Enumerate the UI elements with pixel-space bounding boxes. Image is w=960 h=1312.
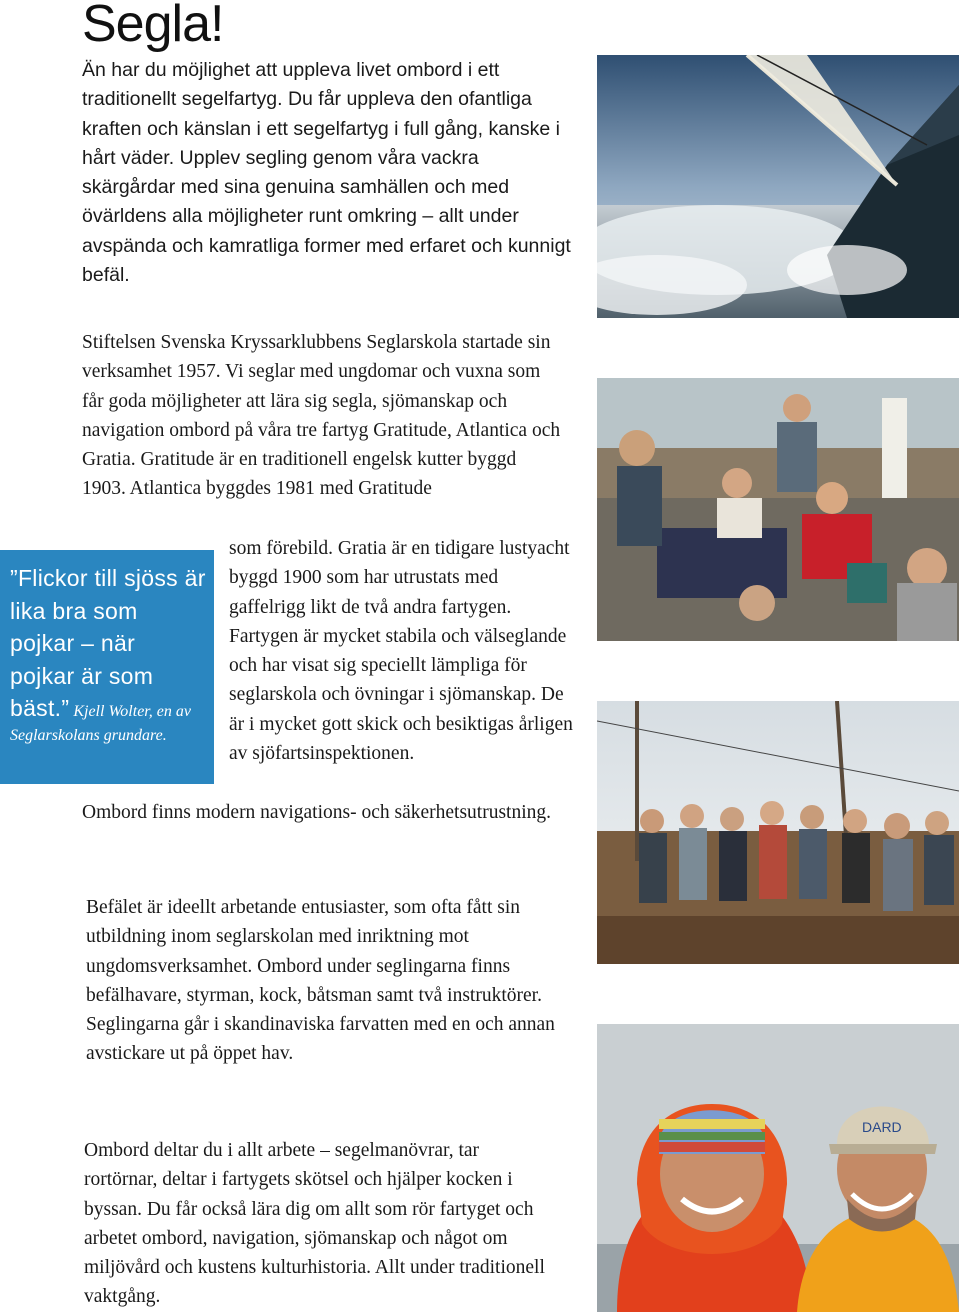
photo-smiling-sailors: [597, 1024, 959, 1312]
body-paragraph-history-continued: som förebild. Gratia är en tidigare lustyacht byggd 1900 som har utrustats med gaffelrigg likt de två andra fartygen. Fartygen är mycket stabila och välseglande och har visat sig speciellt lämpliga för seglarskola och övningar i sjömanskap. De är i mycket gott skick och besiktigas årligen av sjöfartsinspektionen.: [229, 538, 573, 765]
pull-quote-text: ”Flickor till sjöss är lika bra som pojkar – när pojkar är som bäst.”: [10, 565, 206, 721]
intro-paragraph: Än har du möjlighet att uppleva livet ombord i ett traditionellt segelfartyg. Du får uppleva den ofantliga kraften och känslan i ett segelfartyg i full gång, kanske i hårt väder. Upplev segling genom våra vackra skärgårdar med sina genuina samhällen och med övärldens alla möjligheter runt omkring – allt under avspända och kamratliga former med erfaret och kunnigt befäl.: [82, 59, 571, 287]
body-paragraph-history: Stiftelsen Svenska Kryssarklubbens Seglarskola startade sin verksamhet 1957. Vi seglar med ungdomar och vuxna som får goda möjligheter att lära sig segla, sjömanskap och navigation ombord på våra tre fartyg Gratitude, Atlantica och Gratia. Gratitude är en traditionell engelsk kutter byggd 1903. Atlantica byggdes 1981 med Gratitude: [82, 332, 561, 500]
photo-sailing-spray: [597, 55, 959, 318]
cap-logo-text: DARD: [862, 1119, 902, 1135]
body-paragraph-duties: Ombord deltar du i allt arbete – segelmanövrar, tar rortörnar, deltar i fartygets skötsel och hjälper kocken i byssan. Du får också lära dig om allt som rör fartyget och arbetet ombord, navigation, sjömanskap och något om miljövård och kustens kulturhistoria. Allt under traditionell vaktgång.: [84, 1140, 545, 1308]
photo-deck-group: [597, 378, 959, 641]
body-paragraph-equipment: Ombord finns modern navigations- och säkerhetsutrustning.: [82, 802, 551, 823]
photo-crew-on-deck: [597, 701, 959, 964]
pull-quote: [0, 550, 214, 784]
body-paragraph-crew: Befälet är ideellt arbetande entusiaster, som ofta fått sin utbildning inom seglarskolan med inriktning mot ungdomsverksamhet. Ombord under seglingarna finns befälhavare, styrman, kock, båtsman samt två instruktörer. Seglingarna går i skandinaviska farvatten med en och annan avstickare ut på öppet hav.: [86, 897, 555, 1065]
page-title: Segla!: [82, 0, 224, 53]
pull-quote-attribution: Kjell Wolter, en av Seglarskolans grundare.: [10, 703, 191, 744]
